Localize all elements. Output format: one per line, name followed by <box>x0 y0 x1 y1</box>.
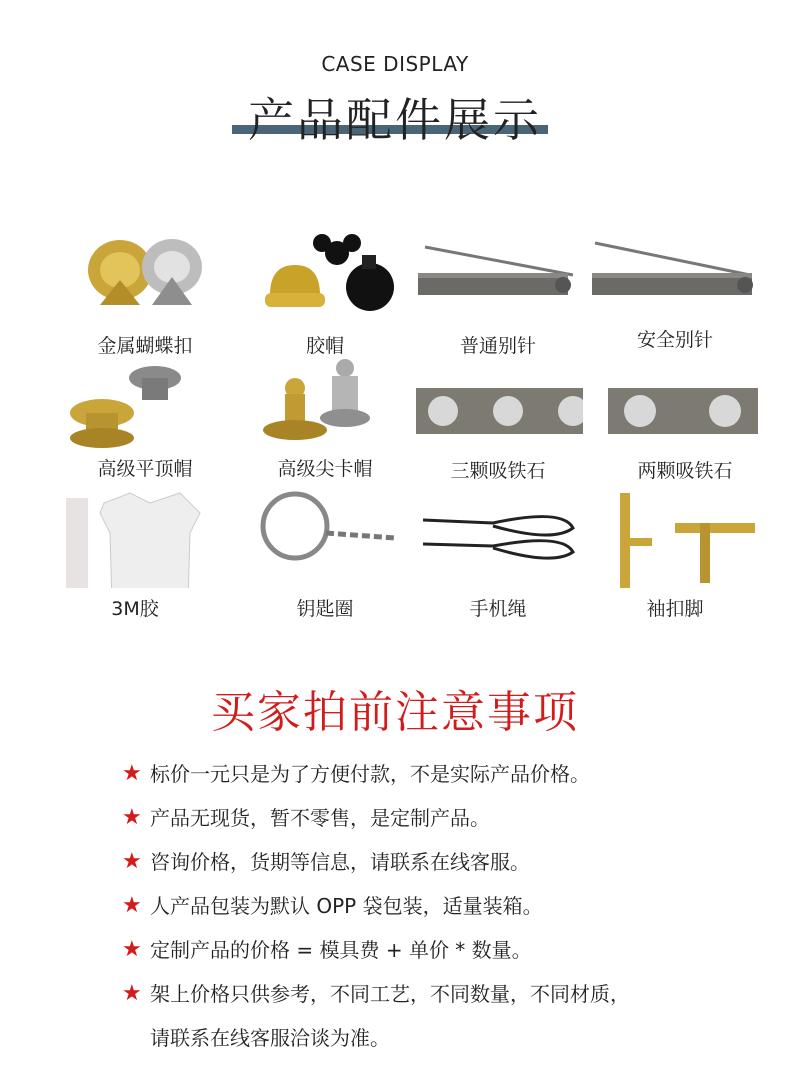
regular-pin-image <box>413 225 583 325</box>
product-label: 金属蝴蝶扣 <box>97 335 193 357</box>
star-icon: ★ <box>122 849 142 874</box>
product-label: 高级平顶帽 <box>97 458 193 480</box>
product-label: 钥匙圈 <box>296 598 354 620</box>
product-label: 手机绳 <box>469 598 527 620</box>
notice-item: ★ 定制产品的价格 = 模具费 + 单价 * 数量。 <box>122 928 762 972</box>
butterfly-clutch-image <box>60 225 230 325</box>
phone-strap-image <box>413 488 583 588</box>
case-display-subtitle: CASE DISPLAY <box>321 52 469 76</box>
star-icon: ★ <box>122 893 142 918</box>
key-ring-image <box>240 488 410 588</box>
product-label: 袖扣脚 <box>646 598 704 620</box>
star-icon: ★ <box>122 761 142 786</box>
notice-list <box>122 752 762 1060</box>
product-label: 两颗吸铁石 <box>637 460 733 482</box>
notice-item-continuation: 请联系在线客服洽谈为准。 <box>150 1026 390 1050</box>
pointed-cap-image <box>240 358 410 458</box>
product-label: 普通别针 <box>459 335 536 357</box>
product-label: 3M胶 <box>111 598 159 620</box>
notice-item: ★ 标价一元只是为了方便付款，不是实际产品价格。 <box>122 752 762 796</box>
notice-item: ★ 人产品包装为默认 OPP 袋包装，适量装箱。 <box>122 884 762 928</box>
star-icon: ★ <box>122 937 142 962</box>
notice-item: ★ 产品无现货，暂不零售，是定制产品。 <box>122 796 762 840</box>
rubber-cap-image <box>240 225 410 325</box>
notice-item: ★ 咨询价格，货期等信息，请联系在线客服。 <box>122 840 762 884</box>
flat-top-cap-image <box>60 358 230 458</box>
product-label: 高级尖卡帽 <box>277 458 373 480</box>
title-block <box>0 84 790 147</box>
product-label: 胶帽 <box>305 335 344 357</box>
two-magnets-image <box>600 358 770 458</box>
page-title: 产品配件展示 <box>248 93 542 147</box>
three-magnets-image <box>413 358 583 458</box>
product-label: 三颗吸铁石 <box>450 460 546 482</box>
notice-title: 买家拍前注意事项 <box>211 687 579 738</box>
star-icon: ★ <box>122 981 142 1006</box>
safety-pin-image <box>590 225 760 325</box>
3m-adhesive-image <box>60 488 230 588</box>
star-icon: ★ <box>122 805 142 830</box>
notice-item: ★ 架上价格只供参考，不同工艺，不同数量，不同材质， <box>122 972 762 1016</box>
cufflink-backs-image <box>600 488 770 588</box>
product-label: 安全别针 <box>636 329 713 351</box>
